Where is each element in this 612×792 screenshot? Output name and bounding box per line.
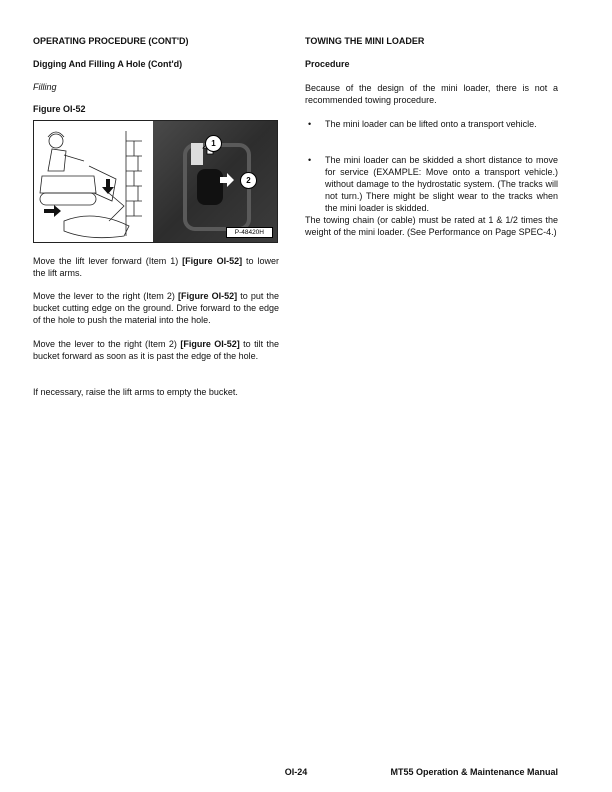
photo-number: P-48420H bbox=[226, 227, 273, 238]
figure-reference: [Figure OI-52] bbox=[182, 256, 243, 266]
bullet-icon: • bbox=[308, 155, 312, 165]
section-heading: OPERATING PROCEDURE (CONT'D) bbox=[33, 36, 189, 46]
loader-illustration bbox=[34, 121, 153, 242]
paragraph: Move the lever to the right (Item 2) [Figure OI-52] to tilt the bucket forward as soon as it is past the edge of the hole. bbox=[33, 339, 279, 361]
paragraph: If necessary, raise the lift arms to empty the bucket. bbox=[33, 387, 238, 397]
section-heading: TOWING THE MINI LOADER bbox=[305, 36, 425, 46]
callout-1: 1 bbox=[205, 135, 222, 152]
figure-reference: [Figure OI-52] bbox=[178, 291, 238, 301]
paragraph: The towing chain (or cable) must be rated at 1 & 1/2 times the weight of the mini loader. (See Performance on Page SPEC-4.) bbox=[305, 215, 558, 237]
arrow-right-icon bbox=[219, 173, 235, 187]
sub-subheading: Filling bbox=[33, 82, 57, 92]
paragraph: Because of the design of the mini loader, there is not a recommended towing procedure. bbox=[305, 83, 558, 105]
callout-2: 2 bbox=[240, 172, 257, 189]
figure-label: Figure OI-52 bbox=[33, 104, 86, 114]
figure-reference: [Figure OI-52] bbox=[180, 339, 240, 349]
bullet-item: • The mini loader can be skidded a short distance to move for service (EXAMPLE: Move onto a transport vehicle.) without damage to the hydrostatic system. (The tracks will not turn.) There might be slight wear to the tracks when the mini loader is skidded. bbox=[308, 155, 558, 213]
figure-oi-52 bbox=[33, 120, 278, 243]
bullet-icon: • bbox=[308, 119, 312, 129]
page-number: OI-24 bbox=[284, 767, 308, 777]
paragraph: Move the lever to the right (Item 2) [Figure OI-52] to put the bucket cutting edge on the ground. Drive forward to the edge of the hole to push the material into the hole. bbox=[33, 291, 280, 325]
bullet-item: • The mini loader can be lifted onto a transport vehicle. bbox=[308, 119, 537, 129]
subheading: Procedure bbox=[305, 59, 350, 69]
manual-title: MT55 Operation & Maintenance Manual bbox=[390, 767, 558, 777]
paragraph: Move the lift lever forward (Item 1) [Figure OI-52] to lower the lift arms. bbox=[33, 256, 279, 278]
subheading: Digging And Filling A Hole (Cont'd) bbox=[33, 59, 183, 69]
